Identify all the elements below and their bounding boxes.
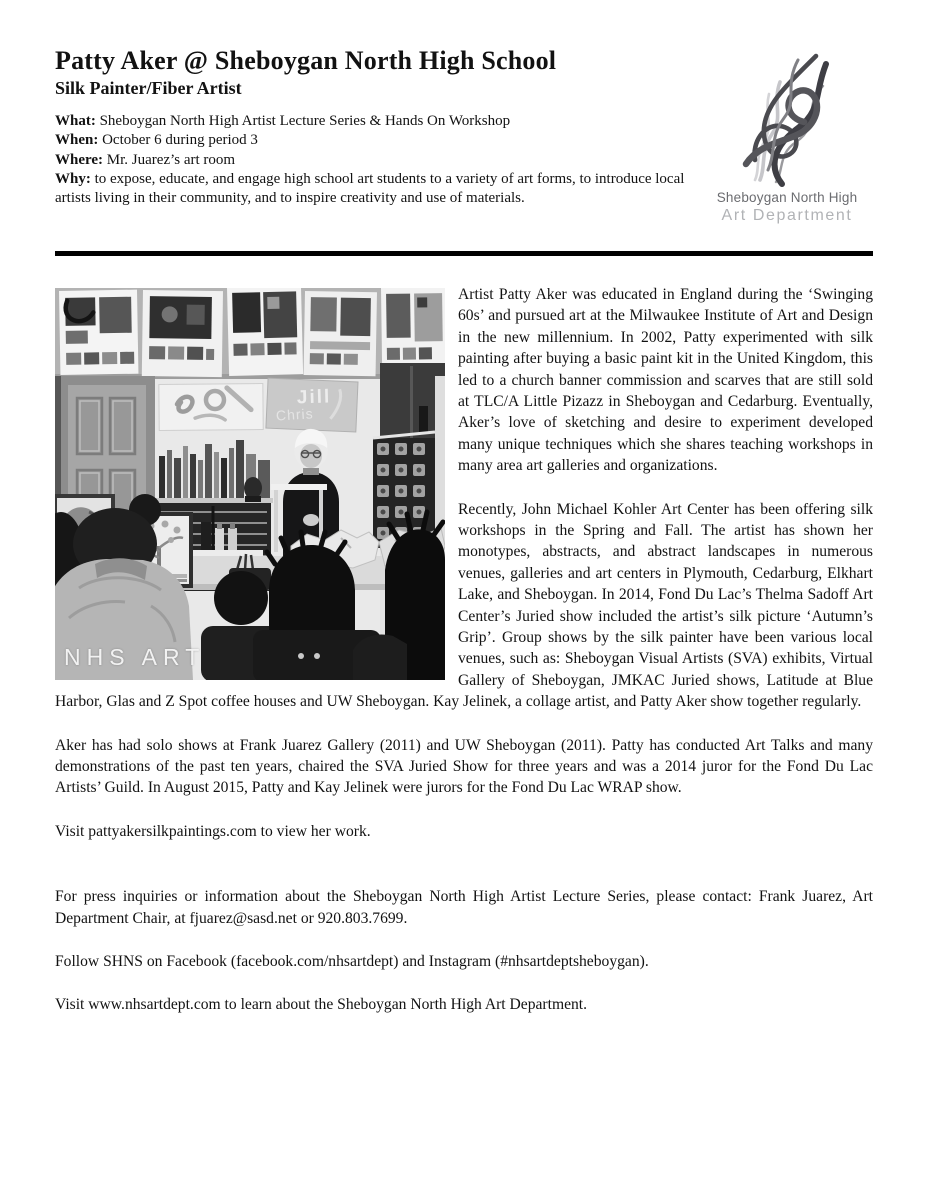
photo-watermark: NHS ART	[64, 643, 206, 670]
detail-when-label: When:	[55, 132, 99, 149]
page-subtitle: Silk Painter/Fiber Artist	[55, 78, 242, 99]
logo-department-name: Art Department	[721, 206, 853, 224]
header-divider	[55, 251, 873, 256]
document-body	[55, 284, 873, 1016]
header-text-block	[55, 46, 701, 205]
document-header	[55, 46, 873, 225]
paragraph-department-website: Visit www.nhsartdept.com to learn about the Sheboygan North High Art Department.	[55, 996, 588, 1014]
paragraph-bio-2: Recently, John Michael Kohler Art Center has been offering silk workshops in the Spring and Fall. The artist has shown her monotypes, abstracts, and abstract landscapes in numerous venues, galleries and art centers in Plymouth, Cedarburg, Elkhart Lake, and Sheboygan. In 2014, Fond Du Lac’s Thelma Sadoff Art Center’s Juried show included the artist’s silk picture ‘Autumn’s Grip’. Group shows by the silk painter have been various local venues, such as: Sheboygan Visual Artists (SVA) exhibits, Virtual Gallery of Sheboygan, JMKAC Juried shows, Latitude at Blue Harbor, Glas and Z Spot coffee houses and UW Sheboygan. Kay Jelinek, a collage artist, and Patty Aker show together regularly.	[55, 500, 873, 711]
logo-swirl-icon	[722, 52, 852, 190]
detail-where-text: Mr. Juarez’s art room	[106, 151, 236, 168]
detail-where	[55, 151, 701, 170]
paragraph-solo-shows: Aker has had solo shows at Frank Juarez Gallery (2011) and UW Sheboygan (2011). Patty has conducted Art Talks and many demonstrations of the past ten years, chaired the SVA Juried Show for three years and was a 2014 juror for the Fond Du Lac Artists’ Guild. In August 2015, Patty and Kay Jelinek were jurors for the Fond Du Lac WRAP show.	[55, 736, 873, 797]
page-title: Patty Aker @ Sheboygan North High School	[55, 46, 557, 75]
paragraph-press-contact: For press inquiries or information about the Sheboygan North High Artist Lecture Series, please contact: Frank Juarez, Art Department Chair, at fjuarez@sasd.net or 920.803.7699.	[55, 888, 873, 927]
detail-what	[55, 112, 701, 131]
detail-what-label: What:	[55, 113, 96, 130]
detail-why	[55, 170, 701, 205]
classroom-photo	[55, 288, 445, 680]
paragraph-bio-1: Artist Patty Aker was educated in England during the ‘Swinging 60s’ and pursued art at the Milwaukee Institute of Art and Design in the new millennium. In 2002, Patty experimented with silk painting after buying a basic paint kit in the United Kingdom, this led to a church banner commission and scarves that are still sold at TLC/A Little Pizazz in Sheboygan and Cedarburg. Eventually, Aker’s love of sketching and desire to experiment developed many unique techniques which she shares teaching workshops in many area art galleries and organizations.	[458, 285, 873, 475]
art-department-logo	[701, 52, 873, 225]
detail-when-text: October 6 during period 3	[102, 132, 258, 149]
detail-when	[55, 131, 701, 150]
graffiti-name-2: Chris	[275, 405, 315, 424]
detail-what-text: Sheboygan North High Artist Lecture Series & Hands On Workshop	[99, 113, 511, 130]
event-details	[55, 112, 701, 205]
paragraph-social-media: Follow SHNS on Facebook (facebook.com/nhsartdept) and Instagram (#nhsartdeptsheboygan).	[55, 953, 649, 971]
detail-where-label: Where:	[55, 151, 104, 168]
classroom-photo-art	[55, 288, 445, 680]
detail-why-label: Why:	[55, 170, 91, 187]
paragraph-artist-website: Visit pattyakersilkpaintings.com to view her work.	[55, 822, 371, 840]
logo-school-name: Sheboygan North High	[716, 190, 858, 205]
graffiti-name-1: Jill	[296, 386, 332, 409]
detail-why-text: to expose, educate, and engage high school art students to a variety of art forms, to introduce local artists living in their community, and to inspire creativity and use of materials.	[55, 170, 685, 206]
